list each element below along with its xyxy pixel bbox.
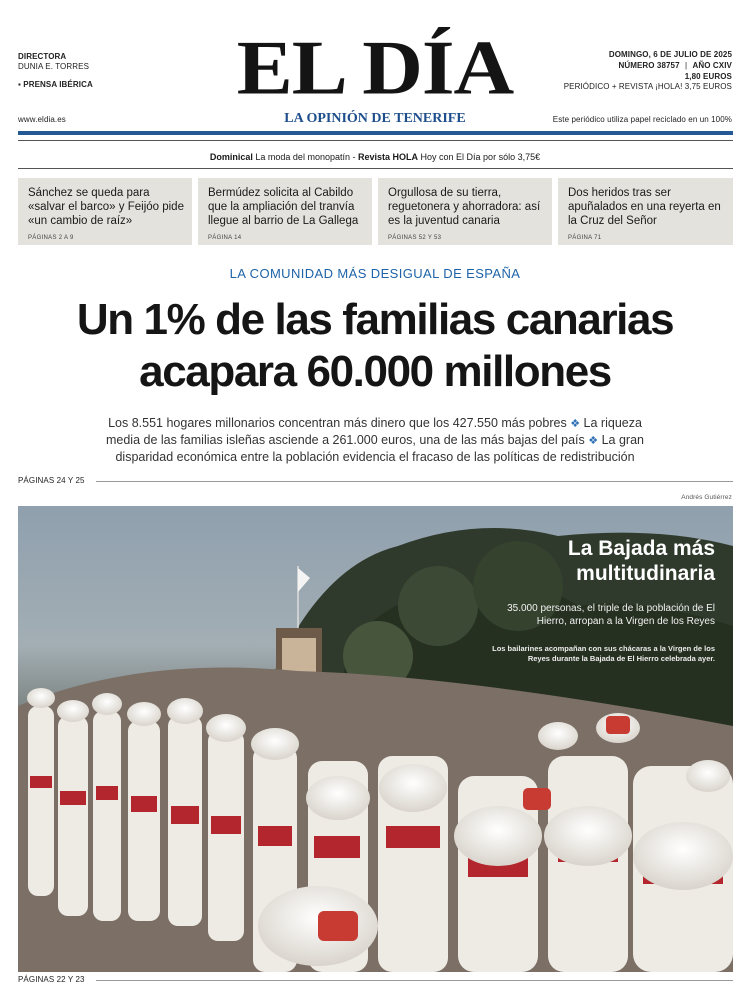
photo-credit: Andrés Gutiérrez xyxy=(681,494,732,501)
photo-headline: La Bajada más multitudinaria xyxy=(567,537,715,585)
combo-price: PERIÓDICO + REVISTA ¡HOLA! 3,75 EUROS xyxy=(563,82,732,91)
teaser-card[interactable] xyxy=(378,178,552,245)
teaser-pages: PÁGINAS 52 Y 53 xyxy=(388,235,442,241)
lead-kicker: LA COMUNIDAD MÁS DESIGUAL DE ESPAÑA xyxy=(229,266,521,281)
photo-subhead: 35.000 personas, el triple de la población de El Hierro, arropan a la Virgen de los Reyes xyxy=(507,603,715,627)
newspaper-logo: EL DÍA xyxy=(236,25,514,111)
divider xyxy=(18,168,733,169)
teaser-card[interactable] xyxy=(198,178,372,245)
teaser-text: Orgullosa de su tierra, reguetonera y ahorradora: así es la juventud canaria xyxy=(388,187,541,227)
teaser-pages: PÁGINA 71 xyxy=(568,235,602,241)
issue-number-row: NÚMERO 38757 | AÑO CXIV xyxy=(618,61,732,70)
lead-photo[interactable] xyxy=(18,506,733,972)
bullet-icon: ❖ xyxy=(588,435,599,447)
supplements-line xyxy=(0,152,750,162)
dominical-label: Dominical xyxy=(209,152,253,162)
deck-sentence: Los 8.551 hogares millonarios concentran más dinero que los 427.550 más pobres xyxy=(108,416,567,430)
lead-deck xyxy=(90,415,660,465)
divider xyxy=(18,140,733,141)
photo-pages: PÁGINAS 22 Y 23 xyxy=(18,975,85,984)
teaser-text: Sánchez se queda para «salvar el barco» y Feijóo pide «un cambio de raíz» xyxy=(28,187,184,227)
revista-label: Revista HOLA xyxy=(357,152,419,162)
bullet-icon: ❖ xyxy=(570,418,581,430)
issue-year: AÑO CXIV xyxy=(692,61,732,70)
group-label: PRENSA IBÉRICA xyxy=(23,80,93,89)
teaser-text: Bermúdez solicita al Cabildo que la ampliación del tranvía llegue al barrio de La Gallega xyxy=(208,187,359,227)
director-name: DUNIA E. TORRES xyxy=(18,62,89,71)
teaser-pages: PÁGINA 14 xyxy=(208,235,242,241)
dominical-text: La moda del monopatín xyxy=(255,152,350,162)
revista-text: Hoy con El Día por sólo 3,75€ xyxy=(420,152,541,162)
separator: - xyxy=(349,152,358,162)
teaser-text: Dos heridos tras ser apuñalados en una reyerta en la Cruz del Señor xyxy=(568,187,721,227)
recycled-note: Este periódico utiliza papel reciclado en un 100% xyxy=(552,115,732,124)
newspaper-subtitle: LA OPINIÓN DE TENERIFE xyxy=(284,111,466,126)
teaser-card[interactable] xyxy=(558,178,733,245)
divider xyxy=(96,481,733,482)
director-label: DIRECTORA xyxy=(18,52,67,61)
issue-price: 1,80 EUROS xyxy=(684,72,732,81)
teaser-card[interactable] xyxy=(18,178,192,245)
masthead-rule xyxy=(18,131,733,135)
divider xyxy=(96,980,733,981)
deck-sentence: La gran disparidad económica entre la población evidencia el fracaso de las políticas de redistribución xyxy=(115,433,644,464)
lead-pages: PÁGINAS 24 Y 25 xyxy=(18,476,85,485)
website-link[interactable]: www.eldia.es xyxy=(18,115,66,124)
prensa-iberica-icon: ▪ xyxy=(18,80,21,89)
teaser-pages: PÁGINAS 2 A 9 xyxy=(28,235,74,241)
lead-headline[interactable]: Un 1% de las familias canarias acapara 60.000 millones xyxy=(76,295,674,396)
photo-caption: Los bailarines acompañan con sus chácaras a la Virgen de los Reyes durante la Bajada de El Hierro celebrada ayer. xyxy=(492,644,715,663)
issue-date: DOMINGO, 6 DE JULIO DE 2025 xyxy=(608,50,732,59)
deck-sentence: La riqueza media de las familias isleñas asciende a 261.000 euros, una de las más bajas del país xyxy=(105,416,642,447)
issue-number: NÚMERO 38757 xyxy=(618,61,680,70)
